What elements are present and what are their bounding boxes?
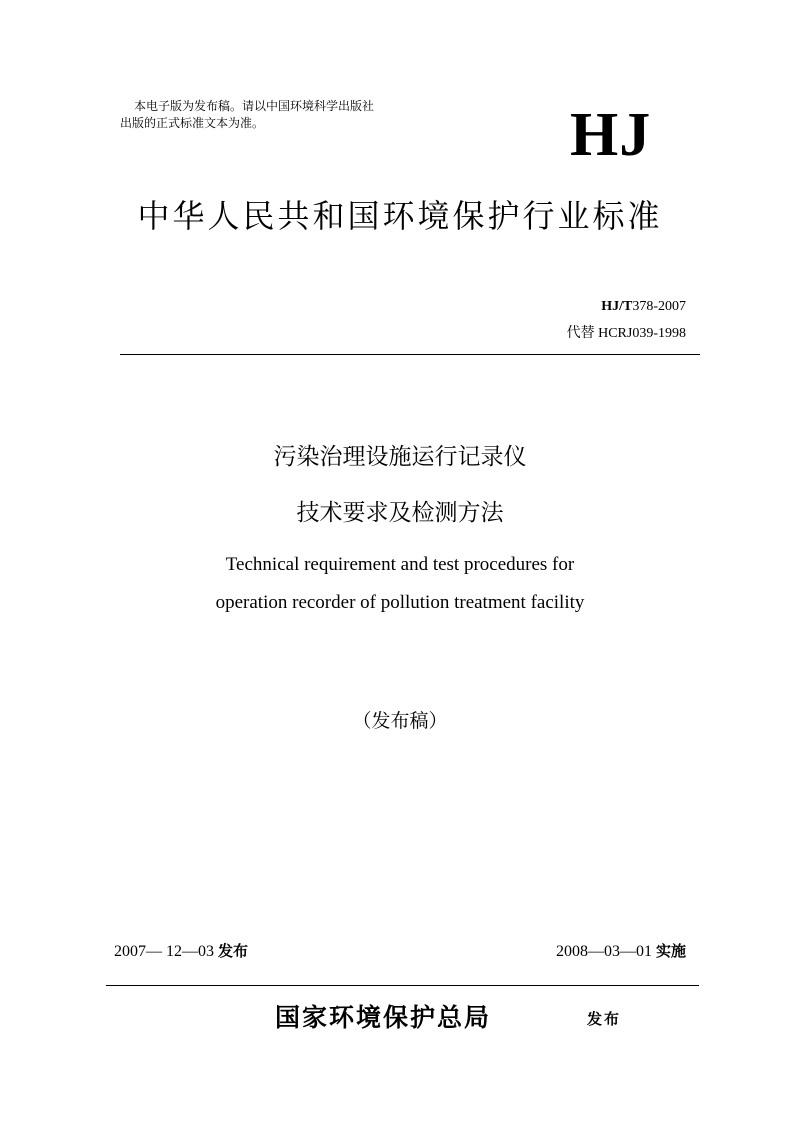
issuing-authority: 国家环境保护总局	[275, 1003, 492, 1032]
issue-label: 发布	[218, 942, 249, 960]
standard-code-prefix: HJ/T	[601, 299, 633, 314]
title-en-line-2: operation recorder of pollution treatment facility	[215, 592, 585, 613]
title-en-line-1: Technical requirement and test procedures for	[225, 554, 575, 575]
replaces-standard: 代替 HCRJ039-1998	[566, 326, 686, 341]
draft-label: （发布稿）	[352, 710, 448, 732]
notice-line-2: 出版的正式标准文本为准。	[120, 116, 265, 130]
standard-code-number: 378-2007	[632, 299, 686, 314]
implementation-date: 2008—03—01	[555, 943, 652, 960]
hj-logo: HJ	[570, 101, 652, 169]
standard-code	[601, 298, 686, 316]
issuing-authority-suffix: 发布	[587, 1010, 622, 1028]
title-cn-line-1: 污染治理设施运行记录仪	[273, 444, 527, 470]
title-cn-line-2: 技术要求及检测方法	[296, 500, 504, 526]
issue-date: 2007— 12—03	[114, 943, 214, 960]
implementation-date-block	[556, 940, 686, 963]
standard-title: 中华人民共和国环境保护行业标准	[137, 197, 663, 235]
publication-notice	[120, 98, 450, 132]
header-divider	[120, 354, 700, 355]
issue-date-block	[114, 940, 248, 963]
notice-line-1: 本电子版为发布稿。请以中国环境科学出版社	[134, 99, 375, 113]
implementation-label: 实施	[655, 942, 686, 960]
footer-divider	[106, 985, 699, 986]
